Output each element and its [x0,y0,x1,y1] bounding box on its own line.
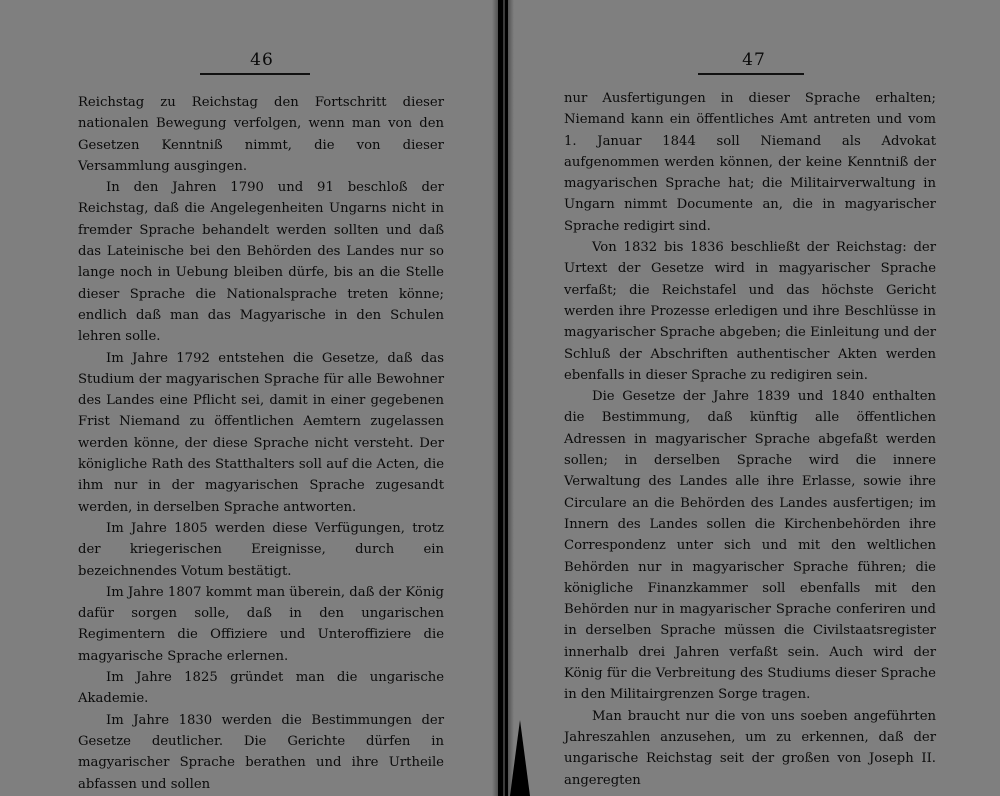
paragraph: Im Jahre 1807 kommt man überein, daß der König dafür sorgen solle, daß in den ungarischen Regimentern die Offiziere und Unteroffiziere die magyarische Sprache erlernen. [78,584,444,664]
paragraph: Im Jahre 1825 gründet man die ungarische Akademie. [78,670,444,707]
spine-shadow [508,0,514,796]
paragraph: Im Jahre 1792 entstehen die Gesetze, daß das Studium der magyarischen Sprache für alle Bewohner des Landes eine Pflicht sei, damit in einer gegebenen Frist Niemand zu öffentlichen Aemtern zugelassen werden könne, der diese Sprache nicht versteht. Der königliche Rath des Statthalters soll auf die Acten, die ihm nur in der magyarischen Sprache zugesandt werden, in derselben Sprache antworten. [78,350,444,515]
paragraph: Die Gesetze der Jahre 1839 und 1840 enthalten die Bestimmung, daß künftig alle öffentlichen Adressen in magyarischer Sprache abgefaßt werden sollen; in derselben Sprache wird die innere Verwaltung des Landes alle ihre Erlasse, sowie ihre Circulare an die Behörden des Landes ausfertigen; im Innern des Landes sollen die Kirchenbehörden ihre Correspondenz unter sich und mit den weltlichen Behörden nur in magyarischer Sprache führen; die königliche Finanzkammer soll ebenfalls mit den Behörden nur in magyarischer Sprache conferiren und in derselben Sprache müssen die Civilstaatsregister innerhalb drei Jahren verfaßt sein. Auch wird der König für die Verbreitung des Studiums dieser Sprache in den Militairgrenzen Sorge tragen. [564,389,936,703]
paragraph: Reichstag zu Reichstag den Fortschritt dieser nationalen Bewegung verfolgen, wenn man von den Gesetzen Kenntniß nimmt, die von dieser Versammlung ausgingen. [78,95,444,174]
spine-ink-mark [510,720,530,796]
paragraph: In den Jahren 1790 und 91 beschloß der Reichstag, daß die Angelegenheiten Ungarns nicht in fremder Sprache behandelt werden sollten und daß das Lateinische bei den Behörden des Landes nur so lange noch in Uebung bleiben dürfe, bis an die Stelle dieser Sprache die Nationalsprache treten könne; endlich daß man das Magyarische in den Schulen lehren solle. [78,180,444,345]
paragraph: Im Jahre 1830 werden die Bestimmungen der Gesetze deutlicher. Die Gerichte dürfen in magyarischer Sprache berathen und ihre Urtheile abfassen und sollen [78,712,444,792]
left-page [0,0,498,796]
right-page-text [564,88,936,791]
header-rule-right [698,73,804,75]
paragraph: Von 1832 bis 1836 beschließt der Reichstag: der Urtext der Gesetze wird in magyarischer Sprache verfaßt; die Reichstafel und das höchste Gericht werden ihre Prozesse erledigen und ihre Beschlüsse in magyarischer Sprache abgeben; die Einleitung und der Schluß der Abschriften authentischer Akten werden ebenfalls in dieser Sprache zu redigiren sein. [564,240,936,383]
page-number-right: 47 [742,50,766,70]
gutter-edge [503,0,505,796]
paragraph: Im Jahre 1805 werden diese Verfügungen, trotz der kriegerischen Ereignisse, durch ein bezeichnendes Votum bestätigt. [78,520,444,579]
page-number-left: 46 [250,50,274,70]
right-page [508,0,1000,796]
paragraph: nur Ausfertigungen in dieser Sprache erhalten; Niemand kann ein öffentliches Amt antreten und vom 1. Januar 1844 soll Niemand als Advokat aufgenommen werden können, der keine Kenntniß der magyarischen Sprache hat; die Militairverwaltung in Ungarn nimmt Documente an, die in magyarischer Sprache redigirt sind. [564,91,936,234]
paragraph: Man braucht nur die von uns soeben angeführten Jahreszahlen anzusehen, um zu erkennen, daß der ungarische Reichstag seit der großen von Joseph II. angeregten [564,708,936,788]
header-rule-left [200,73,310,75]
left-page-text [78,92,444,795]
